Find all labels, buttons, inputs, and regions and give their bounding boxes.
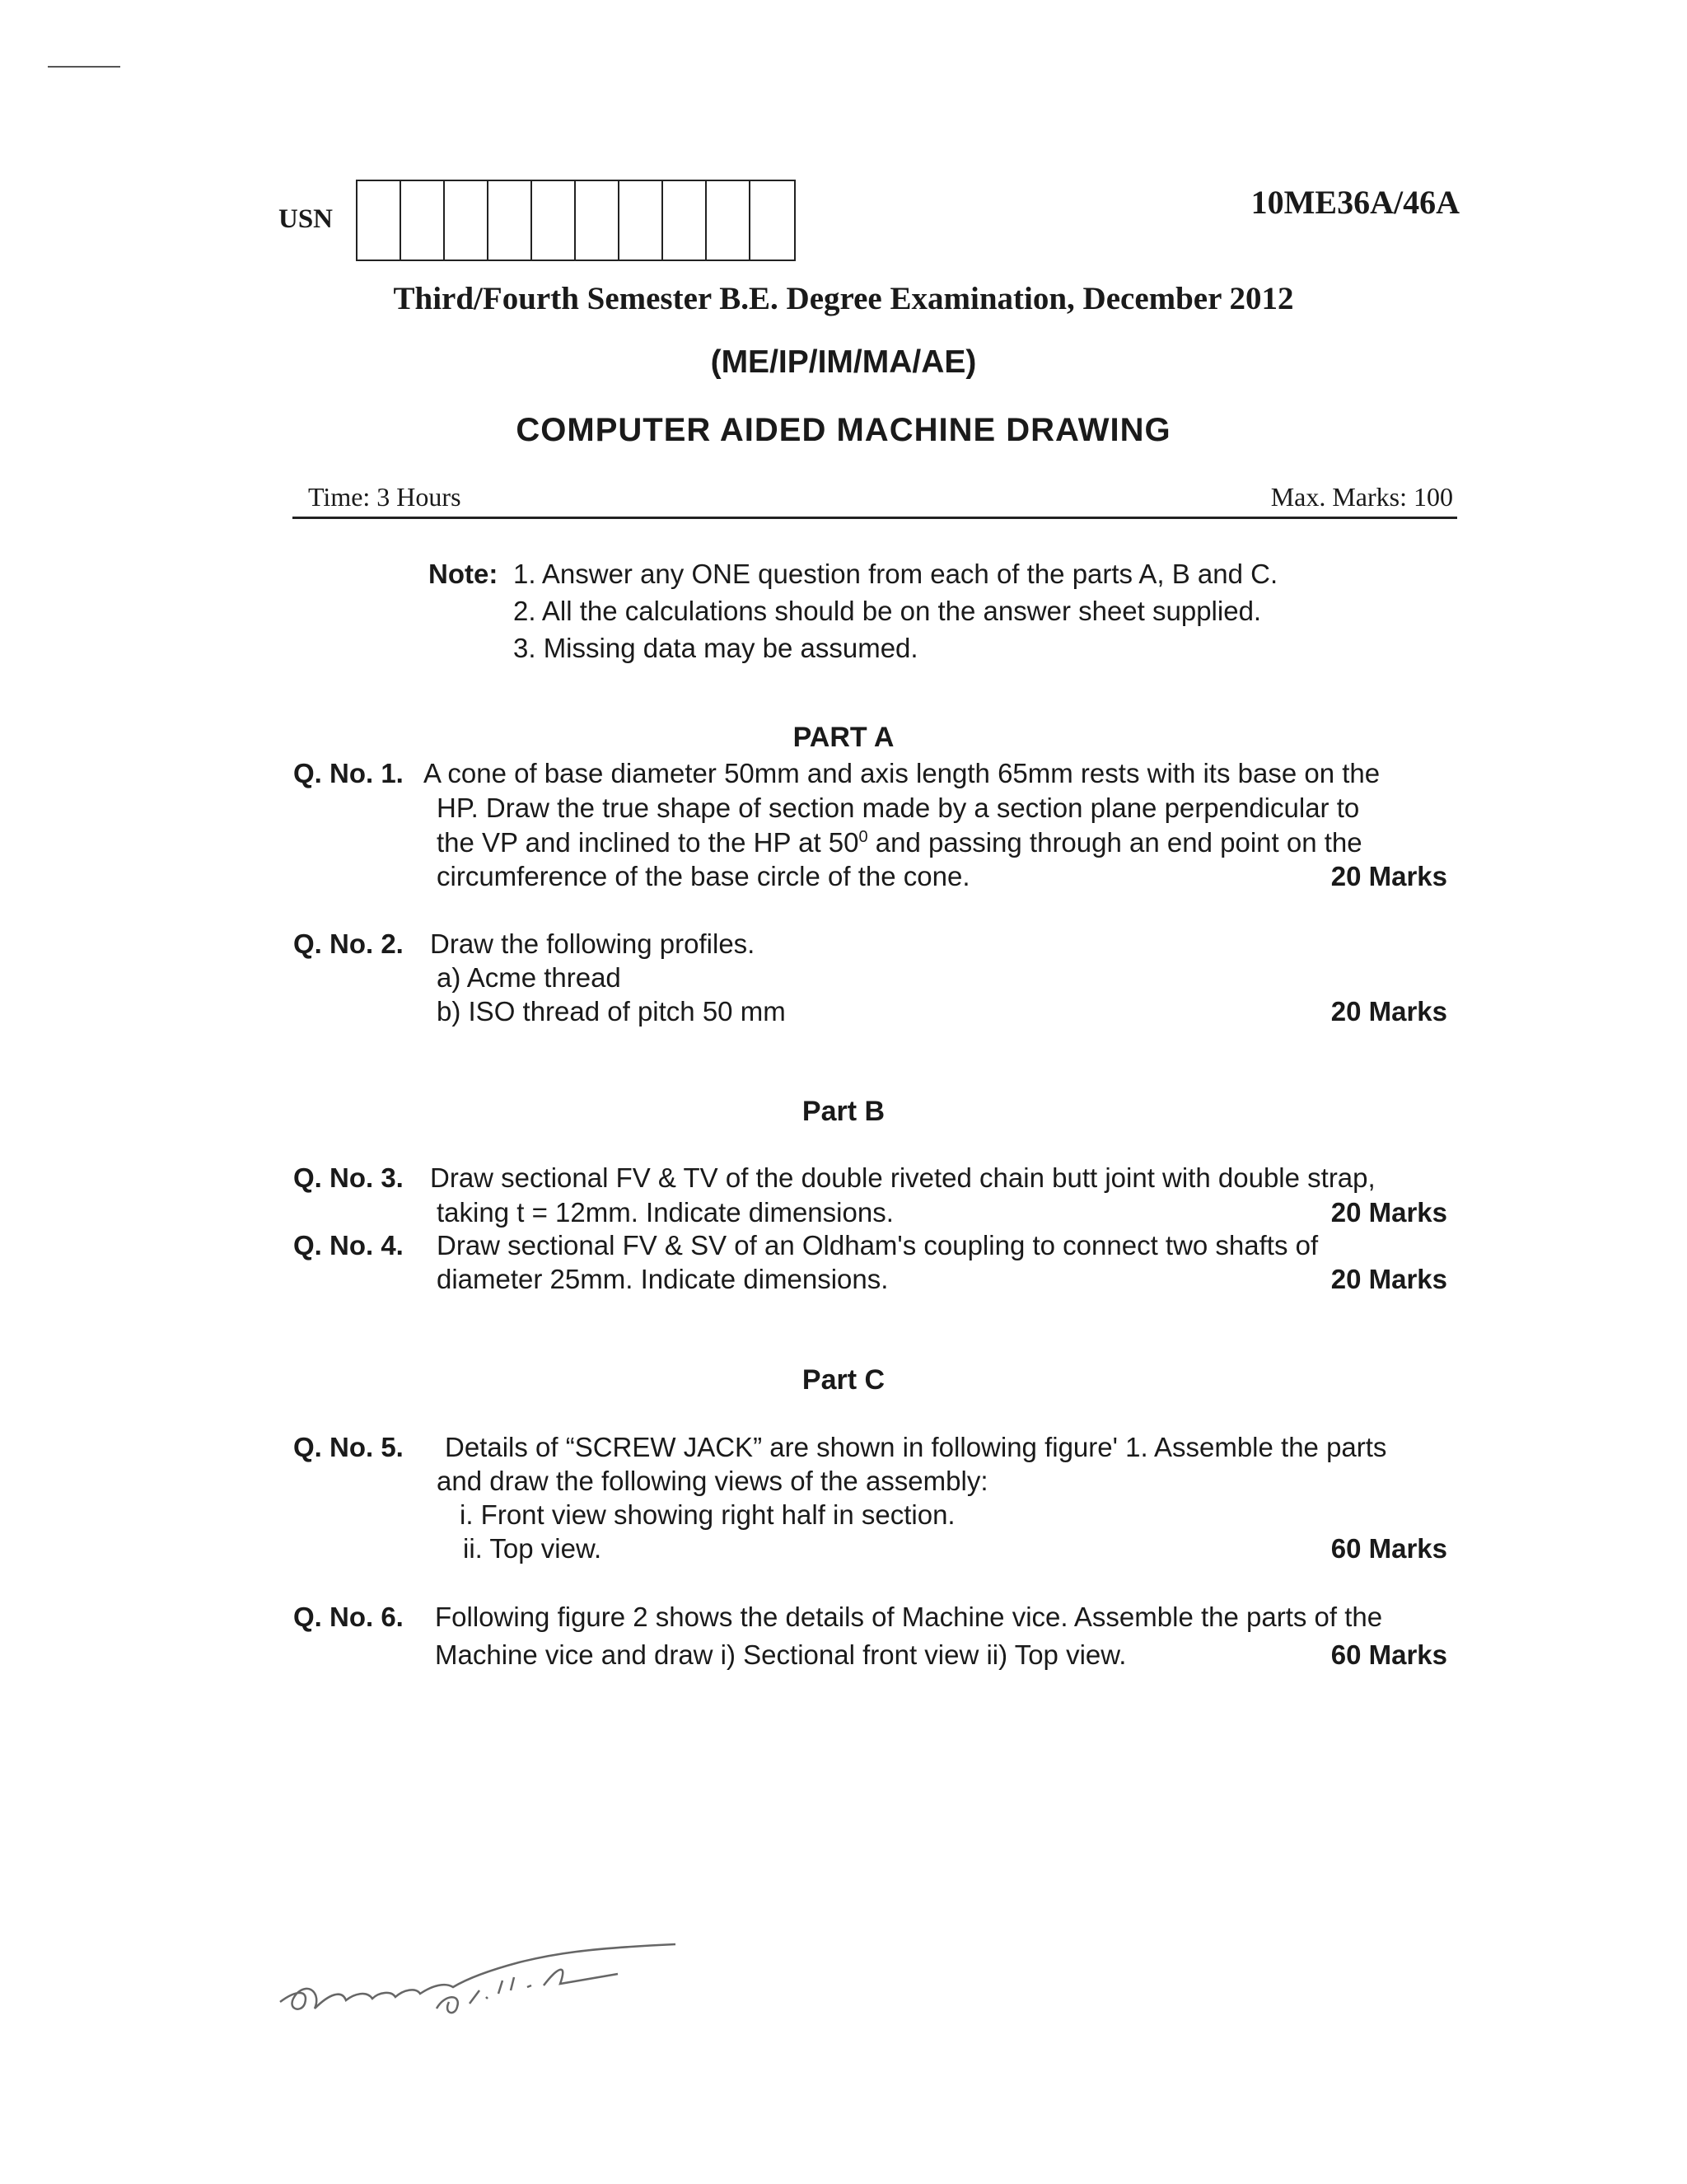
question-text: circumference of the base circle of the cone. — [437, 861, 970, 891]
usn-box — [445, 181, 488, 260]
note-line: 3. Missing data may be assumed. — [513, 633, 918, 663]
question-marks: 60 Marks — [1330, 1639, 1447, 1670]
usn-box — [663, 181, 707, 260]
question-label: Q. No. 1. — [293, 758, 404, 788]
question-text: A cone of base diameter 50mm and axis length 65mm rests with its base on the — [423, 758, 1381, 788]
max-marks: Max. Marks: 100 — [1270, 482, 1453, 512]
part-heading: Part C — [801, 1364, 886, 1396]
usn-box — [576, 181, 619, 260]
question-text: Draw sectional FV & TV of the double riveted chain butt joint with double strap, — [430, 1162, 1376, 1193]
question-text: HP. Draw the true shape of section made by a section plane perpendicular to — [437, 793, 1360, 823]
usn-box — [488, 181, 532, 260]
question-marks: 20 Marks — [1330, 1197, 1447, 1228]
question-text: Details of “SCREW JACK” are shown in following figure' 1. Assemble the parts — [445, 1432, 1387, 1462]
question-text-line — [437, 827, 1362, 858]
usn-box — [750, 181, 794, 260]
question-label: Q. No. 6. — [293, 1602, 404, 1632]
scan-mark — [48, 66, 120, 68]
part-heading: Part B — [801, 1096, 886, 1127]
usn-box — [532, 181, 576, 260]
paper-code: 10ME36A/46A — [1250, 184, 1460, 221]
question-text: Machine vice and draw i) Sectional front view ii) Top view. — [435, 1639, 1127, 1670]
branches: (ME/IP/IM/MA/AE) — [710, 344, 977, 380]
usn-box — [357, 181, 401, 260]
question-text: b) ISO thread of pitch 50 mm — [437, 996, 786, 1027]
subject-title: COMPUTER AIDED MACHINE DRAWING — [516, 412, 1171, 448]
question-label: Q. No. 3. — [293, 1162, 404, 1193]
exam-title: Third/Fourth Semester B.E. Degree Examination, December 2012 — [393, 281, 1294, 316]
part-heading: PART A — [792, 722, 895, 753]
question-marks: 60 Marks — [1330, 1533, 1447, 1564]
question-text: Draw sectional FV & SV of an Oldham's coupling to connect two shafts of — [437, 1230, 1319, 1260]
header-divider — [292, 517, 1457, 519]
usn-box — [619, 181, 663, 260]
usn-box — [401, 181, 445, 260]
usn-box — [707, 181, 750, 260]
superscript-degree: 0 — [858, 828, 868, 846]
question-marks: 20 Marks — [1330, 861, 1447, 891]
usn-label: USN — [278, 204, 334, 234]
question-text: Following figure 2 shows the details of Machine vice. Assemble the parts of the — [435, 1602, 1383, 1632]
question-text: ii. Top view. — [463, 1533, 602, 1564]
handwritten-signature — [272, 1911, 700, 2027]
question-marks: 20 Marks — [1330, 1264, 1447, 1294]
question-text: diameter 25mm. Indicate dimensions. — [437, 1264, 889, 1294]
question-label: Q. No. 2. — [293, 928, 404, 959]
exam-duration: Time: 3 Hours — [308, 482, 461, 512]
note-line: 2. All the calculations should be on the answer sheet supplied. — [513, 596, 1262, 626]
question-text: taking t = 12mm. Indicate dimensions. — [437, 1197, 894, 1228]
question-text: a) Acme thread — [437, 962, 621, 993]
question-text: Draw the following profiles. — [430, 928, 755, 959]
note-line: 1. Answer any ONE question from each of the parts A, B and C. — [513, 559, 1278, 589]
question-text: and draw the following views of the assembly: — [437, 1466, 988, 1496]
question-text: the VP and inclined to the HP at 50 — [437, 827, 859, 858]
question-label: Q. No. 5. — [293, 1432, 404, 1462]
question-text: and passing through an end point on the — [867, 827, 1362, 858]
question-text: i. Front view showing right half in section. — [460, 1499, 956, 1530]
question-label: Q. No. 4. — [293, 1230, 404, 1260]
note-label: Note: — [428, 559, 498, 589]
question-marks: 20 Marks — [1330, 996, 1447, 1027]
usn-box-grid — [356, 180, 796, 261]
